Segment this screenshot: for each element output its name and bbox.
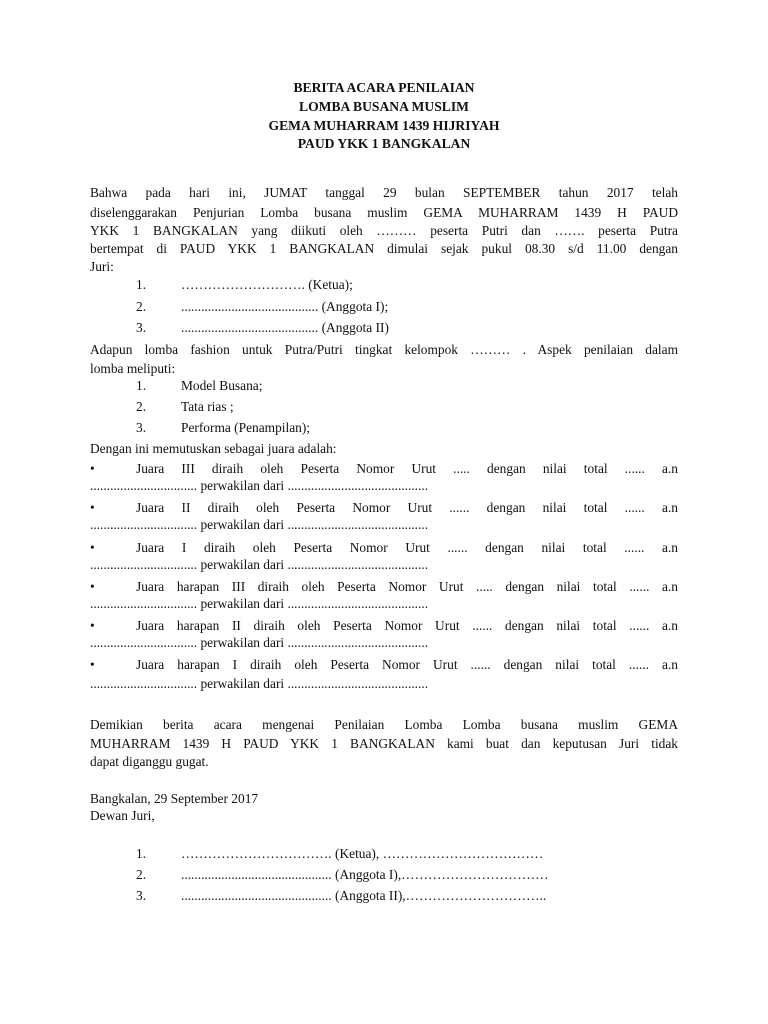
juara-intro: Dengan ini memutuskan sebagai juara adalah:: [90, 441, 337, 456]
bullet-icon: •: [90, 540, 95, 555]
aspek-item-2: Tata rias ;: [181, 399, 234, 414]
juara-line-3a: Juara I diraih oleh Peserta Nomor Urut ...... dengan nilai total ...... a.n: [136, 540, 678, 555]
juara-line-6a: Juara harapan I diraih oleh Peserta Nomor Urut ...... dengan nilai total ...... a.n: [136, 657, 678, 672]
bullet-icon: •: [90, 657, 95, 672]
aspek-line-2: lomba meliputi:: [90, 361, 176, 376]
juara-line-4a: Juara harapan III diraih oleh Peserta Nomor Urut ..... dengan nilai total ...... a.n: [136, 579, 678, 594]
juri-num-3: 3.: [136, 320, 147, 335]
juri-num-2: 2.: [136, 299, 147, 314]
signature-num-2: 2.: [136, 867, 147, 882]
title-line-4: PAUD YKK 1 BANGKALAN: [297, 136, 471, 151]
intro-line-3: YKK 1 BANGKALAN yang diikuti oleh ……… peserta Putri dan ……. peserta Putra: [90, 223, 678, 238]
juara-line-6b: ................................ perwakilan dari ..........................................: [90, 676, 429, 691]
juara-line-5a: Juara harapan II diraih oleh Peserta Nomor Urut ...... dengan nilai total ...... a.n: [136, 618, 678, 633]
bullet-icon: •: [90, 579, 95, 594]
juara-line-1b: ................................ perwakilan dari ..........................................: [90, 478, 429, 493]
aspek-item-1: Model Busana;: [181, 378, 263, 393]
juri-item-1: ………………………. (Ketua);: [181, 277, 353, 292]
bullet-icon: •: [90, 461, 95, 476]
signature-line-3: ............................................. (Anggota II),…………………………..: [181, 888, 547, 903]
signature-num-1: 1.: [136, 846, 147, 861]
intro-line-5: Juri:: [90, 259, 114, 274]
intro-line-1: Bahwa pada hari ini, JUMAT tanggal 29 bulan SEPTEMBER tahun 2017 telah: [90, 185, 678, 200]
signature-num-3: 3.: [136, 888, 147, 903]
juri-item-3: ......................................... (Anggota II): [181, 320, 389, 335]
aspek-item-3: Performa (Penampilan);: [181, 420, 311, 435]
aspek-num-3: 3.: [136, 420, 147, 435]
bullet-icon: •: [90, 500, 95, 515]
title-line-1: BERITA ACARA PENILAIAN: [293, 80, 475, 95]
aspek-num-2: 2.: [136, 399, 147, 414]
juara-line-1a: Juara III diraih oleh Peserta Nomor Urut ..... dengan nilai total ...... a.n: [136, 461, 678, 476]
bullet-icon: •: [90, 618, 95, 633]
juara-line-2b: ................................ perwakilan dari ..........................................: [90, 517, 429, 532]
juara-line-4b: ................................ perwakilan dari ..........................................: [90, 596, 429, 611]
aspek-num-1: 1.: [136, 378, 147, 393]
juara-line-5b: ................................ perwakilan dari ..........................................: [90, 635, 429, 650]
title-line-3: GEMA MUHARRAM 1439 HIJRIYAH: [268, 118, 500, 133]
juri-item-2: ......................................... (Anggota I);: [181, 299, 389, 314]
place-date: Bangkalan, 29 September 2017: [90, 791, 259, 806]
juara-line-3b: ................................ perwakilan dari ..........................................: [90, 557, 429, 572]
aspek-line-1: Adapun lomba fashion untuk Putra/Putri tingkat kelompok ……… . Aspek penilaian dalam: [90, 342, 678, 357]
closing-line-3: dapat diganggu gugat.: [90, 754, 209, 769]
intro-line-2: diselenggarakan Penjurian Lomba busana muslim GEMA MUHARRAM 1439 H PAUD: [90, 205, 678, 220]
juri-num-1: 1.: [136, 277, 147, 292]
juara-line-2a: Juara II diraih oleh Peserta Nomor Urut ...... dengan nilai total ...... a.n: [136, 500, 678, 515]
dewan-juri-label: Dewan Juri,: [90, 808, 155, 823]
signature-line-2: ............................................. (Anggota I),……………………………: [181, 867, 549, 882]
intro-line-4: bertempat di PAUD YKK 1 BANGKALAN dimulai sejak pukul 08.30 s/d 11.00 dengan: [90, 241, 678, 256]
signature-line-1: ……………………………. (Ketua), ………………………………: [181, 846, 544, 861]
closing-line-1: Demikian berita acara mengenai Penilaian Lomba Lomba busana muslim GEMA: [90, 717, 678, 732]
title-line-2: LOMBA BUSANA MUSLIM: [299, 99, 469, 114]
closing-line-2: MUHARRAM 1439 H PAUD YKK 1 BANGKALAN kami buat dan keputusan Juri tidak: [90, 736, 678, 751]
